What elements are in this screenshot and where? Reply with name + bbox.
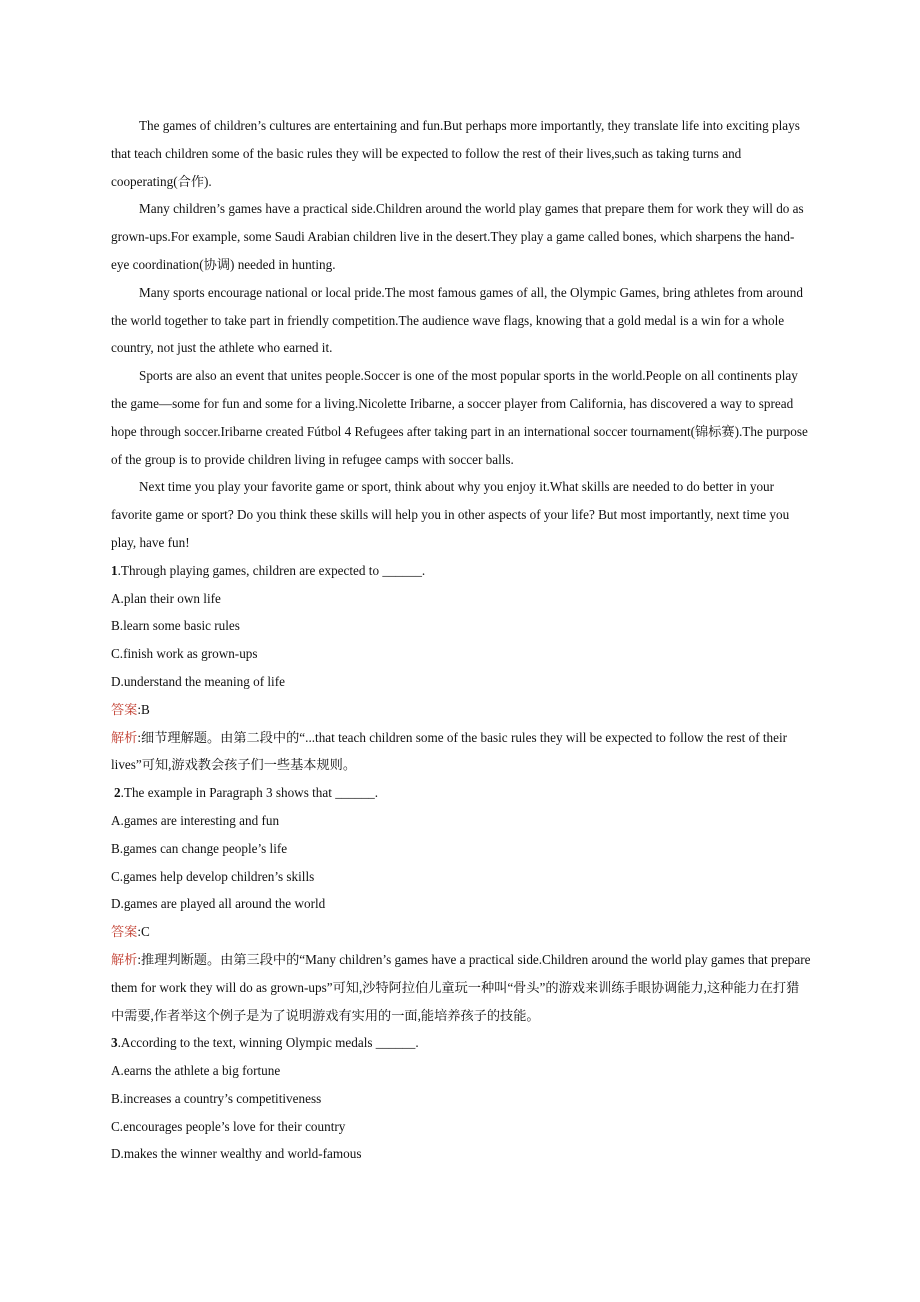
analysis-text: :推理判断题。由第三段中的“Many children’s games have a practical side.Children around the world play games that prepare them for work they will do as grown-ups”可知,沙特阿拉伯儿童玩一种叫“骨头”的游戏来训练手眼协调能力,这种能力在打猎中需要,作者举这个例子是为了说明游戏有实用的一面,能培养孩子的技能。 bbox=[111, 951, 811, 1023]
question-3-option-c: C.encourages people’s love for their country bbox=[111, 1118, 346, 1134]
passage-paragraph-2: Many children’s games have a practical side.Children around the world play games that prepare them for work they will do as grown-ups.For example, some Saudi Arabian children live in the desert.They play a game called bones, which sharpens the hand-eye coordination(协调) needed in hunting. bbox=[111, 201, 804, 272]
question-1-option-b: B.learn some basic rules bbox=[111, 618, 240, 634]
passage-paragraph-4: Sports are also an event that unites people.Soccer is one of the most popular sports in the world.People on all continents play the game—some for fun and some for a living.Nicolette Iribarne, a soccer player from California, has discovered a way to spread hope through soccer.Iribarne created Fútbol 4 Refugees after taking part in an international soccer tournament(锦标赛).The purpose of the group is to provide children living in refugee camps with soccer balls. bbox=[111, 368, 808, 467]
question-1-option-d: D.understand the meaning of life bbox=[111, 673, 285, 689]
answer-label: 答案 bbox=[111, 701, 138, 717]
question-text: .According to the text, winning Olympic medals ______. bbox=[117, 1035, 419, 1051]
question-1-analysis bbox=[111, 724, 811, 780]
question-1-stem bbox=[111, 557, 811, 585]
answer-value: :C bbox=[137, 924, 150, 940]
question-3-stem bbox=[111, 1029, 811, 1057]
document-content bbox=[111, 112, 811, 1168]
passage-paragraph-1: The games of children’s cultures are entertaining and fun.But perhaps more importantly, they translate life into exciting plays that teach children some of the basic rules they will be expected to follow the rest of their lives,such as taking turns and cooperating(合作). bbox=[111, 118, 800, 189]
question-1-option-a: A.plan their own life bbox=[111, 590, 221, 606]
answer-label: 答案 bbox=[111, 924, 138, 940]
answer-value: :B bbox=[137, 701, 150, 717]
question-1-option-c: C.finish work as grown-ups bbox=[111, 646, 258, 662]
question-2-option-c: C.games help develop children’s skills bbox=[111, 868, 315, 884]
question-2-answer bbox=[111, 918, 811, 946]
question-3-option-b: B.increases a country’s competitiveness bbox=[111, 1090, 322, 1106]
analysis-label: 解析 bbox=[111, 729, 138, 745]
question-text: .The example in Paragraph 3 shows that ______. bbox=[120, 785, 379, 801]
question-2-stem bbox=[111, 779, 811, 807]
question-number: 3 bbox=[111, 1035, 118, 1051]
analysis-text: :细节理解题。由第二段中的“...that teach children some of the basic rules they will be expected to follow the rest of their lives”可知,游戏教会孩子们一些基本规则。 bbox=[111, 729, 788, 773]
question-text: .Through playing games, children are expected to ______. bbox=[117, 562, 426, 578]
question-1-answer bbox=[111, 696, 811, 724]
question-2-option-d: D.games are played all around the world bbox=[111, 896, 326, 912]
question-2-option-a: A.games are interesting and fun bbox=[111, 812, 280, 828]
analysis-label: 解析 bbox=[111, 951, 138, 967]
question-number: 1 bbox=[111, 562, 118, 578]
question-3-option-d: D.makes the winner wealthy and world-famous bbox=[111, 1146, 362, 1162]
question-3-option-a: A.earns the athlete a big fortune bbox=[111, 1063, 281, 1079]
question-number: 2 bbox=[114, 785, 121, 801]
passage-paragraph-5: Next time you play your favorite game or sport, think about why you enjoy it.What skills are needed to do better in your favorite game or sport? Do you think these skills will help you in other aspects of your life? But most importantly, next time you play, have fun! bbox=[111, 479, 790, 550]
passage-paragraph-3: Many sports encourage national or local pride.The most famous games of all, the Olympic Games, bring athletes from around the world together to take part in friendly competition.The audience wave flags, knowing that a gold medal is a win for a whole country, not just the athlete who earned it. bbox=[111, 284, 803, 356]
question-2-option-b: B.games can change people’s life bbox=[111, 840, 288, 856]
question-2-analysis bbox=[111, 946, 811, 1029]
